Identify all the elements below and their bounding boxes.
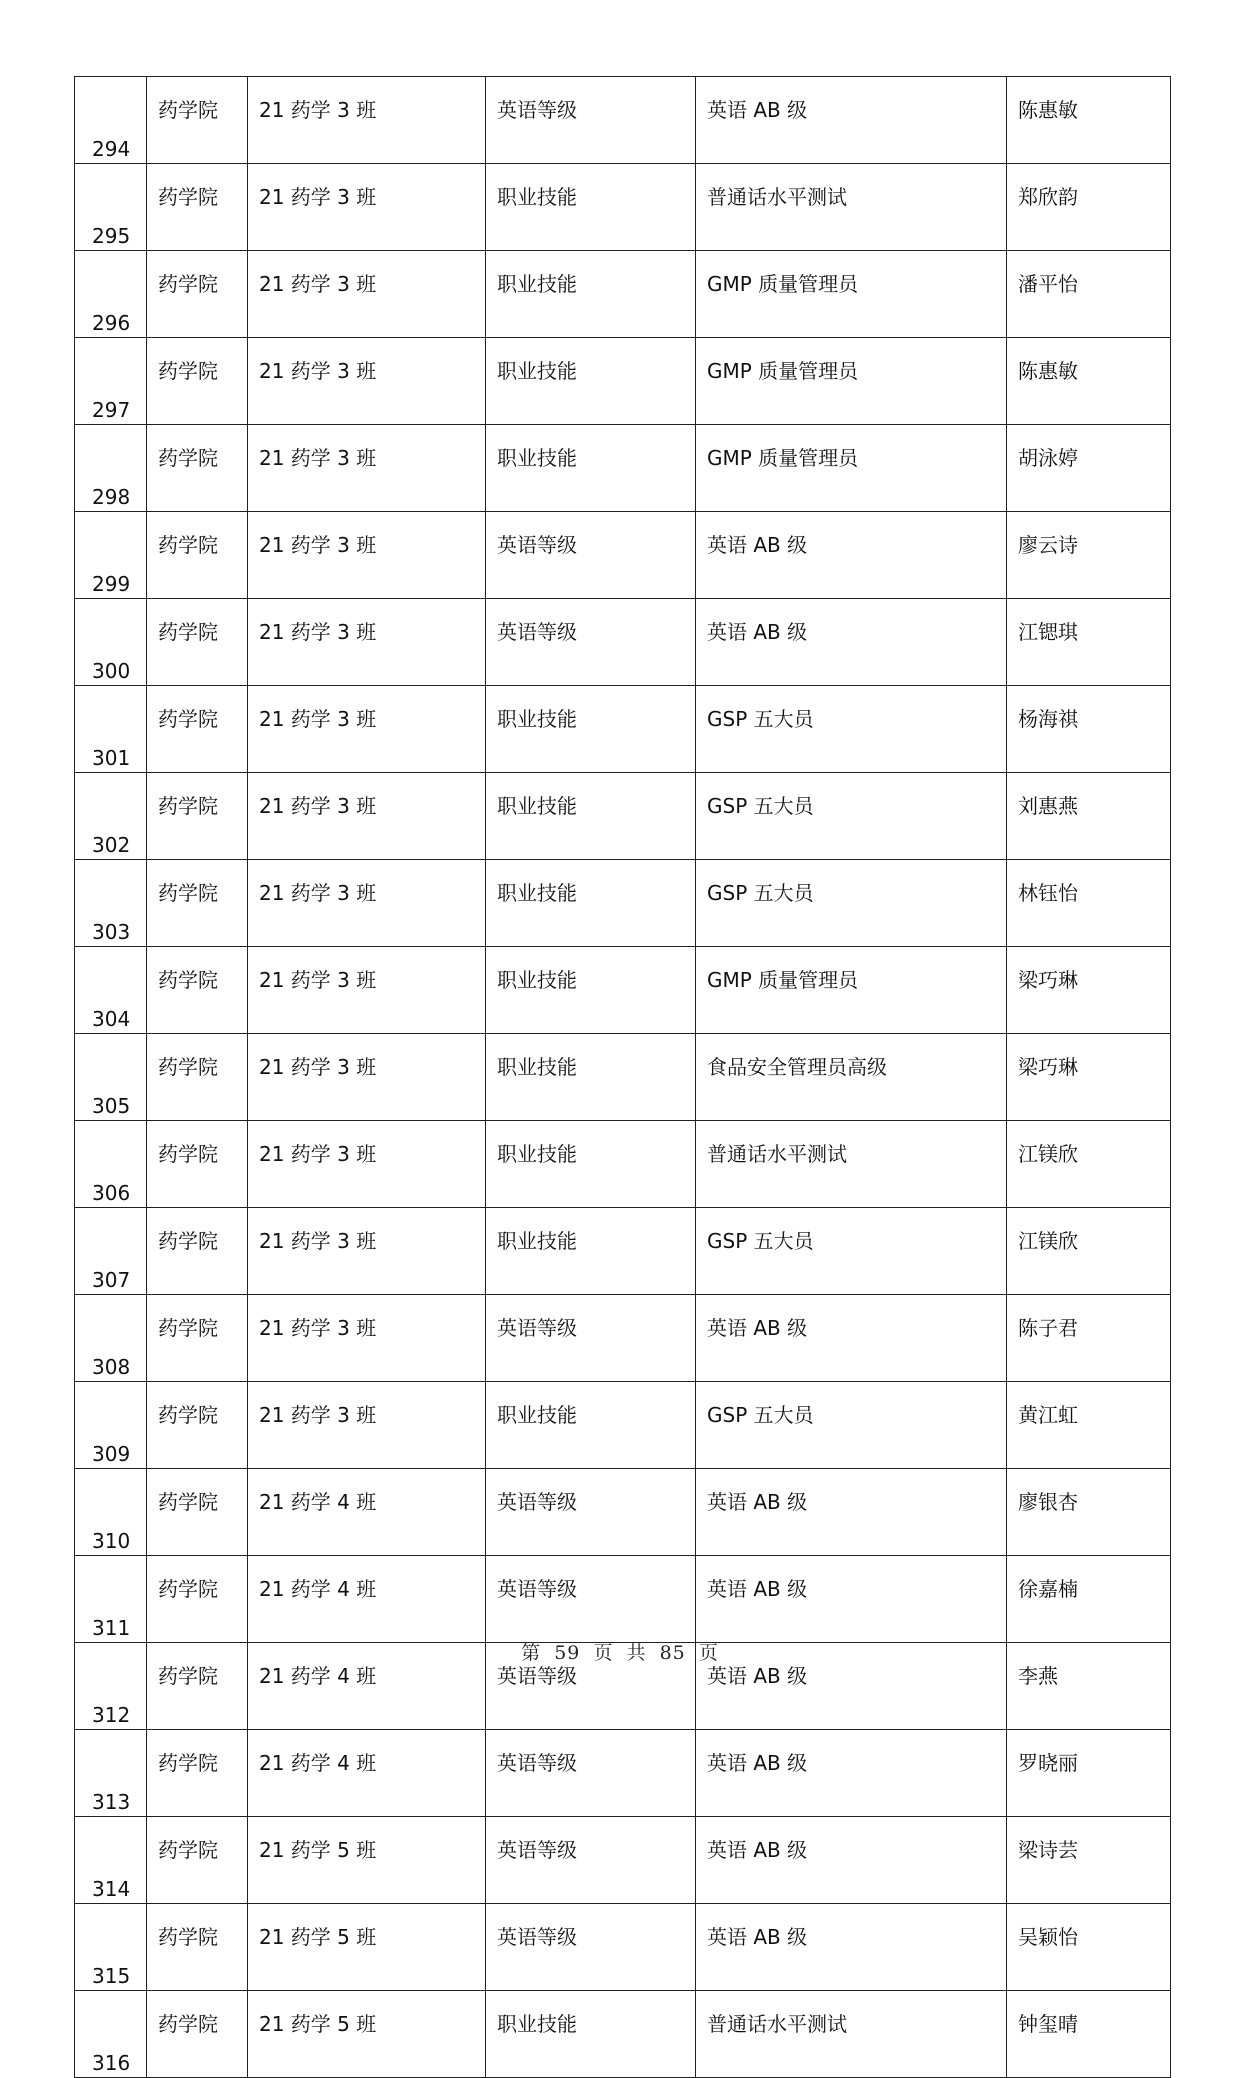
student-name-cell: 江镁欣 (1007, 1121, 1171, 1208)
row-number-cell: 294 (75, 77, 147, 164)
student-name-cell: 潘平怡 (1007, 251, 1171, 338)
category-cell: 英语等级 (486, 599, 696, 686)
category-cell: 职业技能 (486, 860, 696, 947)
class-cell: 21 药学 3 班 (248, 1121, 486, 1208)
student-name-cell: 刘惠燕 (1007, 773, 1171, 860)
records-table (74, 76, 1171, 2078)
student-name-cell: 林钰怡 (1007, 860, 1171, 947)
college-cell: 药学院 (147, 338, 248, 425)
certificate-cell: GMP 质量管理员 (696, 251, 1007, 338)
page-prefix: 第 (521, 1642, 542, 1664)
row-number-cell: 311 (75, 1556, 147, 1643)
table-row (75, 1730, 1171, 1817)
table-row (75, 947, 1171, 1034)
student-name-cell: 陈惠敏 (1007, 77, 1171, 164)
category-cell: 职业技能 (486, 686, 696, 773)
student-name-cell: 罗晓丽 (1007, 1730, 1171, 1817)
certificate-cell: 英语 AB 级 (696, 1469, 1007, 1556)
class-cell: 21 药学 3 班 (248, 1382, 486, 1469)
category-cell: 职业技能 (486, 251, 696, 338)
certificate-cell: 食品安全管理员高级 (696, 1034, 1007, 1121)
page-number: 59 (554, 1642, 581, 1664)
class-cell: 21 药学 5 班 (248, 1991, 486, 2078)
student-name-cell: 吴颖怡 (1007, 1904, 1171, 1991)
class-cell: 21 药学 4 班 (248, 1556, 486, 1643)
class-cell: 21 药学 4 班 (248, 1730, 486, 1817)
student-name-cell: 徐嘉楠 (1007, 1556, 1171, 1643)
table-row (75, 1817, 1171, 1904)
student-name-cell: 黄江虹 (1007, 1382, 1171, 1469)
class-cell: 21 药学 3 班 (248, 773, 486, 860)
table-row (75, 512, 1171, 599)
table-row (75, 1991, 1171, 2078)
row-number-cell: 308 (75, 1295, 147, 1382)
class-cell: 21 药学 3 班 (248, 1208, 486, 1295)
college-cell: 药学院 (147, 1904, 248, 1991)
student-name-cell: 陈子君 (1007, 1295, 1171, 1382)
class-cell: 21 药学 3 班 (248, 512, 486, 599)
class-cell: 21 药学 5 班 (248, 1904, 486, 1991)
category-cell: 英语等级 (486, 77, 696, 164)
certificate-cell: 普通话水平测试 (696, 164, 1007, 251)
college-cell: 药学院 (147, 1382, 248, 1469)
class-cell: 21 药学 3 班 (248, 686, 486, 773)
category-cell: 英语等级 (486, 1556, 696, 1643)
category-cell: 职业技能 (486, 338, 696, 425)
college-cell: 药学院 (147, 1295, 248, 1382)
table-row (75, 686, 1171, 773)
row-number-cell: 307 (75, 1208, 147, 1295)
category-cell: 英语等级 (486, 512, 696, 599)
class-cell: 21 药学 3 班 (248, 1034, 486, 1121)
row-number-cell: 296 (75, 251, 147, 338)
student-name-cell: 梁巧琳 (1007, 947, 1171, 1034)
college-cell: 药学院 (147, 686, 248, 773)
table-row (75, 77, 1171, 164)
records-table-body (75, 77, 1171, 2078)
category-cell: 英语等级 (486, 1643, 696, 1730)
college-cell: 药学院 (147, 860, 248, 947)
student-name-cell: 陈惠敏 (1007, 338, 1171, 425)
certificate-cell: GMP 质量管理员 (696, 338, 1007, 425)
table-row (75, 1469, 1171, 1556)
college-cell: 药学院 (147, 251, 248, 338)
college-cell: 药学院 (147, 1469, 248, 1556)
category-cell: 职业技能 (486, 164, 696, 251)
class-cell: 21 药学 3 班 (248, 338, 486, 425)
row-number-cell: 314 (75, 1817, 147, 1904)
college-cell: 药学院 (147, 599, 248, 686)
student-name-cell: 胡泳婷 (1007, 425, 1171, 512)
class-cell: 21 药学 3 班 (248, 1295, 486, 1382)
certificate-cell: 英语 AB 级 (696, 1295, 1007, 1382)
college-cell: 药学院 (147, 1121, 248, 1208)
table-row (75, 338, 1171, 425)
student-name-cell: 郑欣韵 (1007, 164, 1171, 251)
table-row (75, 1121, 1171, 1208)
certificate-cell: GMP 质量管理员 (696, 425, 1007, 512)
student-name-cell: 钟玺晴 (1007, 1991, 1171, 2078)
student-name-cell: 梁巧琳 (1007, 1034, 1171, 1121)
category-cell: 职业技能 (486, 1382, 696, 1469)
table-row (75, 773, 1171, 860)
certificate-cell: 英语 AB 级 (696, 77, 1007, 164)
row-number-cell: 295 (75, 164, 147, 251)
category-cell: 职业技能 (486, 947, 696, 1034)
row-number-cell: 305 (75, 1034, 147, 1121)
row-number-cell: 312 (75, 1643, 147, 1730)
certificate-cell: 英语 AB 级 (696, 1643, 1007, 1730)
category-cell: 职业技能 (486, 773, 696, 860)
student-name-cell: 江锶琪 (1007, 599, 1171, 686)
category-cell: 职业技能 (486, 1991, 696, 2078)
certificate-cell: 英语 AB 级 (696, 1904, 1007, 1991)
certificate-cell: GMP 质量管理员 (696, 947, 1007, 1034)
row-number-cell: 313 (75, 1730, 147, 1817)
college-cell: 药学院 (147, 512, 248, 599)
row-number-cell: 301 (75, 686, 147, 773)
college-cell: 药学院 (147, 164, 248, 251)
student-name-cell: 廖云诗 (1007, 512, 1171, 599)
row-number-cell: 310 (75, 1469, 147, 1556)
student-name-cell: 杨海祺 (1007, 686, 1171, 773)
category-cell: 英语等级 (486, 1295, 696, 1382)
total-pages: 85 (659, 1642, 686, 1664)
row-number-cell: 300 (75, 599, 147, 686)
certificate-cell: GSP 五大员 (696, 686, 1007, 773)
college-cell: 药学院 (147, 1034, 248, 1121)
table-row (75, 599, 1171, 686)
total-prefix: 共 (626, 1642, 647, 1664)
table-row (75, 1382, 1171, 1469)
table-row (75, 425, 1171, 512)
certificate-cell: GSP 五大员 (696, 773, 1007, 860)
college-cell: 药学院 (147, 1991, 248, 2078)
certificate-cell: 英语 AB 级 (696, 1730, 1007, 1817)
class-cell: 21 药学 5 班 (248, 1817, 486, 1904)
college-cell: 药学院 (147, 77, 248, 164)
row-number-cell: 299 (75, 512, 147, 599)
certificate-cell: 英语 AB 级 (696, 1817, 1007, 1904)
row-number-cell: 315 (75, 1904, 147, 1991)
table-row (75, 1034, 1171, 1121)
table-row (75, 1556, 1171, 1643)
student-name-cell: 江镁欣 (1007, 1208, 1171, 1295)
row-number-cell: 316 (75, 1991, 147, 2078)
category-cell: 英语等级 (486, 1469, 696, 1556)
row-number-cell: 303 (75, 860, 147, 947)
total-unit: 页 (698, 1642, 719, 1664)
row-number-cell: 304 (75, 947, 147, 1034)
certificate-cell: 普通话水平测试 (696, 1121, 1007, 1208)
page-footer (0, 1638, 1240, 1665)
college-cell: 药学院 (147, 1730, 248, 1817)
category-cell: 职业技能 (486, 1034, 696, 1121)
table-row (75, 860, 1171, 947)
category-cell: 英语等级 (486, 1817, 696, 1904)
class-cell: 21 药学 3 班 (248, 77, 486, 164)
class-cell: 21 药学 4 班 (248, 1643, 486, 1730)
class-cell: 21 药学 3 班 (248, 947, 486, 1034)
student-name-cell: 李燕 (1007, 1643, 1171, 1730)
category-cell: 英语等级 (486, 1904, 696, 1991)
table-row (75, 1904, 1171, 1991)
page-unit: 页 (593, 1642, 614, 1664)
category-cell: 职业技能 (486, 1121, 696, 1208)
row-number-cell: 302 (75, 773, 147, 860)
college-cell: 药学院 (147, 1556, 248, 1643)
college-cell: 药学院 (147, 1643, 248, 1730)
class-cell: 21 药学 4 班 (248, 1469, 486, 1556)
certificate-cell: 英语 AB 级 (696, 1556, 1007, 1643)
category-cell: 英语等级 (486, 1730, 696, 1817)
college-cell: 药学院 (147, 1208, 248, 1295)
class-cell: 21 药学 3 班 (248, 860, 486, 947)
certificate-cell: GSP 五大员 (696, 1208, 1007, 1295)
class-cell: 21 药学 3 班 (248, 425, 486, 512)
row-number-cell: 309 (75, 1382, 147, 1469)
row-number-cell: 297 (75, 338, 147, 425)
row-number-cell: 306 (75, 1121, 147, 1208)
row-number-cell: 298 (75, 425, 147, 512)
student-name-cell: 梁诗芸 (1007, 1817, 1171, 1904)
certificate-cell: 英语 AB 级 (696, 599, 1007, 686)
class-cell: 21 药学 3 班 (248, 164, 486, 251)
category-cell: 职业技能 (486, 425, 696, 512)
class-cell: 21 药学 3 班 (248, 251, 486, 338)
certificate-cell: GSP 五大员 (696, 860, 1007, 947)
certificate-cell: 普通话水平测试 (696, 1991, 1007, 2078)
table-row (75, 1295, 1171, 1382)
category-cell: 职业技能 (486, 1208, 696, 1295)
certificate-cell: 英语 AB 级 (696, 512, 1007, 599)
college-cell: 药学院 (147, 773, 248, 860)
college-cell: 药学院 (147, 425, 248, 512)
table-row (75, 1208, 1171, 1295)
table-row (75, 251, 1171, 338)
student-name-cell: 廖银杏 (1007, 1469, 1171, 1556)
college-cell: 药学院 (147, 947, 248, 1034)
certificate-cell: GSP 五大员 (696, 1382, 1007, 1469)
college-cell: 药学院 (147, 1817, 248, 1904)
table-row (75, 164, 1171, 251)
class-cell: 21 药学 3 班 (248, 599, 486, 686)
